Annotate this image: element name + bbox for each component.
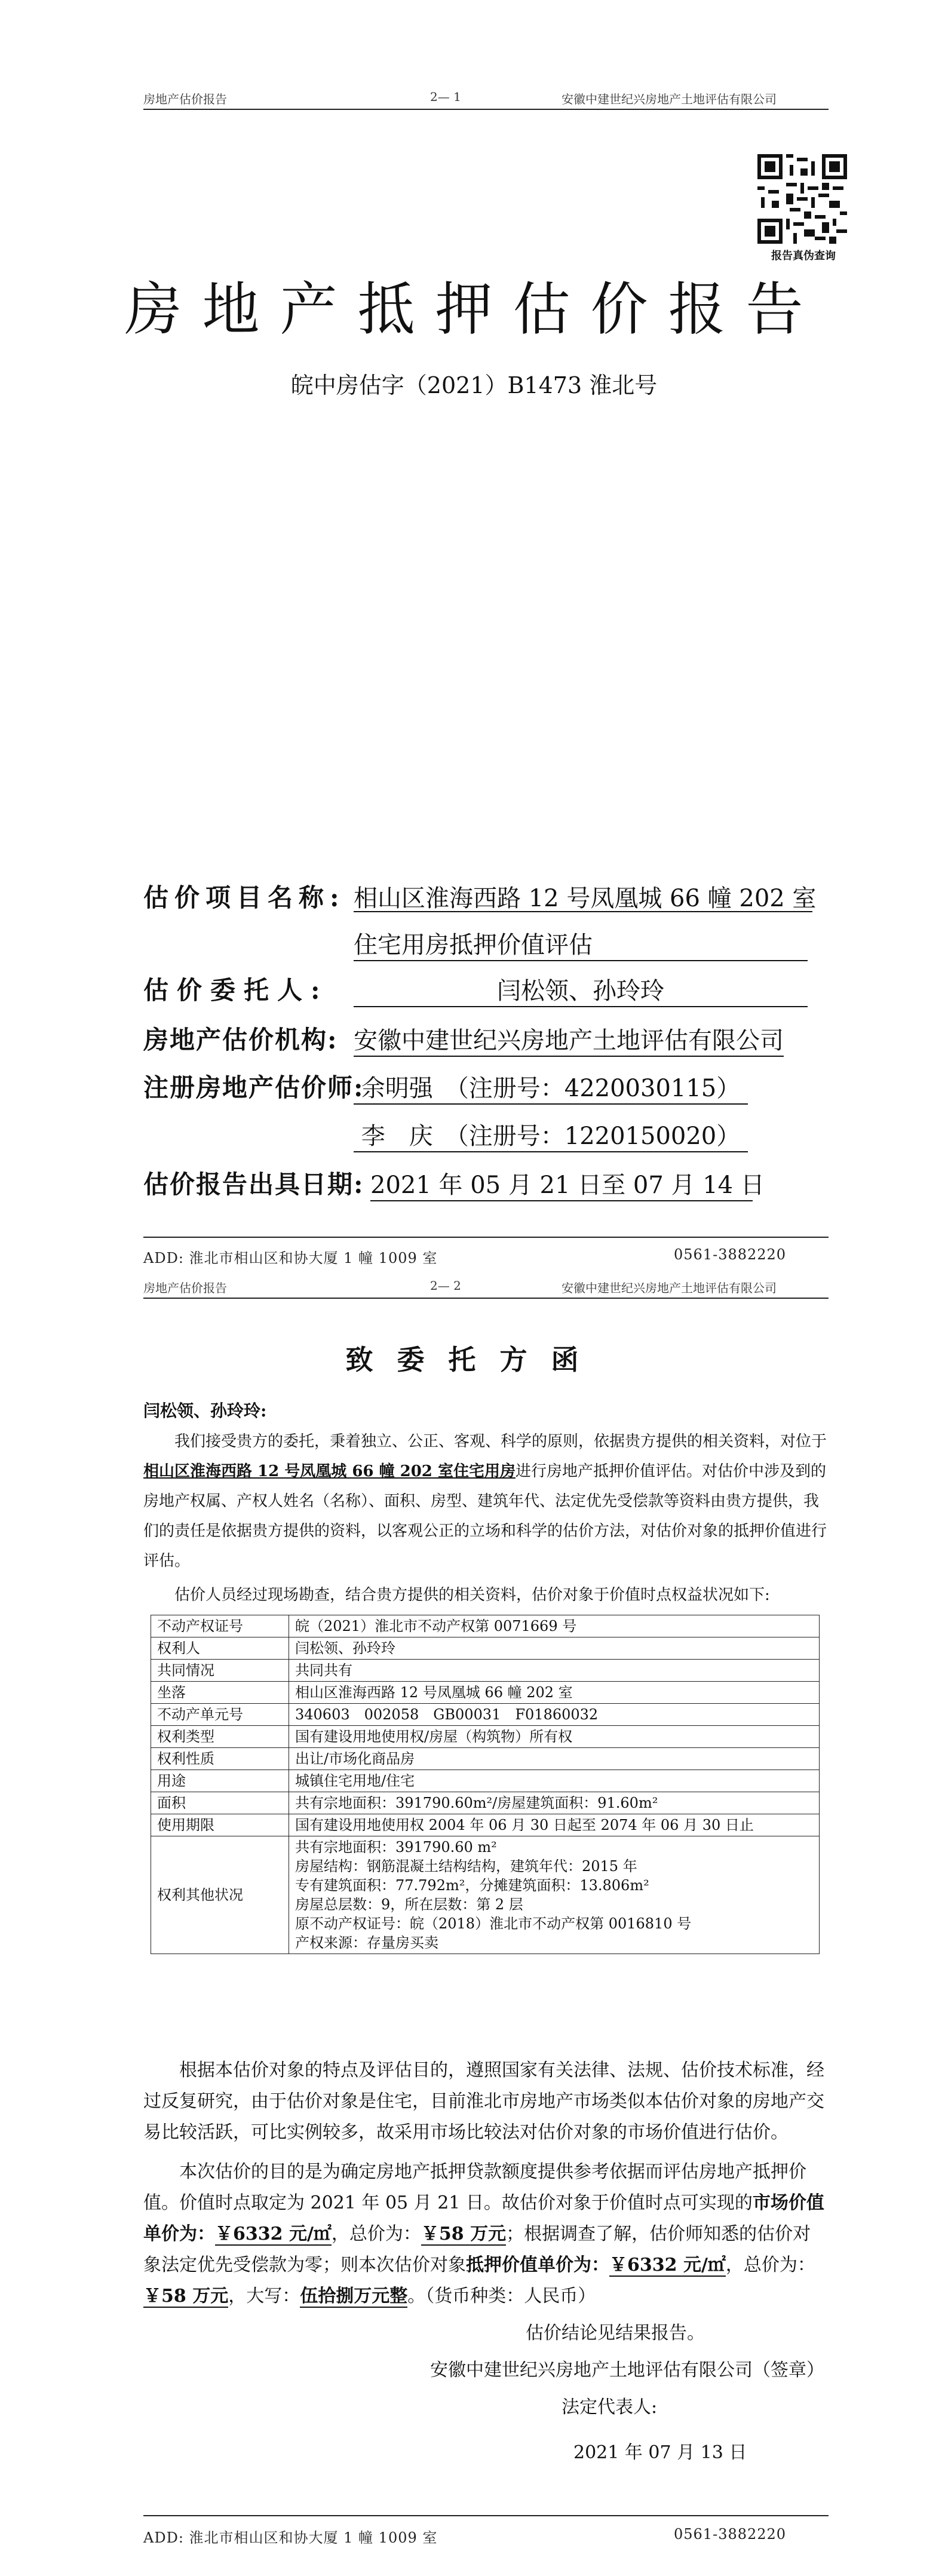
table-key: 共同情况 — [151, 1660, 289, 1682]
para4-mortgage-value: 抵押价值 — [466, 2255, 538, 2276]
table-key: 坐落 — [151, 1682, 289, 1704]
other-line: 房屋总层数：9，所在层数：第 2 层 — [295, 1896, 523, 1913]
para4-text: 本次估价的目的是为确定房地产抵押贷款额度提供参考依据而评估房地产抵押价值。价值时点取定为 2021 年 05 月 21 日。故估价对象于价值时点可实现的 — [143, 2161, 806, 2213]
para4-market-value: 市场价值 — [752, 2192, 824, 2213]
para4-unit-label: 单价为： — [143, 2224, 215, 2244]
report-number: 皖中房估字（2021）B1473 淮北号 — [290, 372, 658, 398]
paragraph-4 — [143, 2157, 829, 2312]
table-row — [151, 1704, 820, 1726]
table-row — [151, 1726, 820, 1748]
table-key: 权利性质 — [151, 1748, 289, 1770]
company-signature: 安徽中建世纪兴房地产土地评估有限公司（签章） — [430, 2360, 824, 2381]
para1-text-a: 我们接受贵方的委托，秉着独立、公正、客观、科学的原则，依据贵方提供的相关资料，对位于 — [174, 1433, 827, 1450]
para4-unit-label: 单价为： — [538, 2255, 609, 2276]
para4-text: ，大写： — [228, 2286, 300, 2307]
table-row — [151, 1770, 820, 1792]
table-key: 不动产单元号 — [151, 1704, 289, 1726]
para4-mortgage-total: ￥58 万元 — [143, 2286, 229, 2307]
table-key: 权利人 — [151, 1637, 289, 1660]
project-value-line1: 相山区淮海西路 12 号凤凰城 66 幢 202 室 — [354, 885, 817, 912]
page2-footer-rule — [143, 2515, 829, 2516]
table-key: 不动产权证号 — [151, 1615, 289, 1637]
appraiser-label: 注册房地产估价师: — [143, 1073, 364, 1102]
table-value: 共同共有 — [289, 1660, 820, 1682]
table-value: 出让/市场化商品房 — [289, 1748, 820, 1770]
agency-value: 安徽中建世纪兴房地产土地评估有限公司 — [354, 1022, 784, 1057]
other-line: 房屋结构：钢筋混凝土结构结构，建筑年代：2015 年 — [295, 1858, 637, 1875]
para1-text-c: 进行房地产抵押价值评估。对估价中涉及到的房地产权属、产权人姓名（名称）、面积、房型、建筑年代、法定优先受偿款等资料由贵方提供，我们的责任是依据贵方提供的资料，以客观公正的立场和科学的估价方法，对估价对象的抵押价值进行评估。 — [143, 1462, 827, 1570]
other-line: 原不动产权证号：皖（2018）淮北市不动产权第 0016810 号 — [295, 1915, 692, 1932]
letter-title: 致委托方函 — [345, 1344, 603, 1376]
appraiser-1: 余明强 （注册号：4220030115） — [354, 1069, 748, 1105]
table-key: 用途 — [151, 1770, 289, 1792]
project-underline-1 — [354, 911, 812, 912]
table-value: 相山区淮海西路 12 号凤凰城 66 幢 202 室 — [289, 1682, 820, 1704]
page1-footer-address: ADD: 淮北市相山区和协大厦 1 幢 1009 室 — [143, 1250, 438, 1266]
table-row — [151, 1682, 820, 1704]
table-value: 共有宗地面积：391790.60m²/房屋建筑面积：91.60m² — [289, 1792, 820, 1814]
header-rule — [143, 109, 829, 110]
page2-header-right: 安徽中建世纪兴房地产土地评估有限公司 — [562, 1281, 777, 1295]
paragraph-2: 估价人员经过现场勘查，结合贵方提供的相关资料，估价对象于价值时点权益状况如下: — [174, 1586, 770, 1604]
date-label: 估价报告出具日期: — [143, 1170, 364, 1199]
table-key: 使用期限 — [151, 1814, 289, 1836]
table-key: 权利类型 — [151, 1726, 289, 1748]
table-value: 国有建设用地使用权 2004 年 06 月 30 日起至 2074 年 06 月 30 日止 — [289, 1814, 820, 1836]
page2-footer-phone: 0561-3882220 — [674, 2526, 787, 2543]
para4-amount-in-words: 伍拾捌万元整 — [300, 2286, 408, 2307]
other-line: 产权来源：存量房买卖 — [295, 1934, 438, 1951]
page2-header-page: 2— 2 — [430, 1278, 461, 1293]
table-row — [151, 1660, 820, 1682]
table-row — [151, 1836, 820, 1954]
table-key: 权利其他状况 — [151, 1836, 289, 1954]
para4-text: 。（货币种类：人民币） — [407, 2286, 596, 2307]
client-value: 闫松领、孙玲玲 — [354, 972, 808, 1007]
page2-footer-address: ADD: 淮北市相山区和协大厦 1 幢 1009 室 — [143, 2529, 438, 2546]
table-value: 国有建设用地使用权/房屋（构筑物）所有权 — [289, 1726, 820, 1748]
project-label: 估价项目名称: — [143, 883, 345, 912]
page2-header-rule — [143, 1298, 829, 1299]
page1-header-left: 房地产估价报告 — [143, 92, 227, 106]
appraiser-2: 李 庆 （注册号：1220150020） — [354, 1117, 748, 1152]
project-value-line2: 住宅用房抵押价值评估 — [354, 926, 808, 961]
para4-text: ，总价为： — [725, 2255, 815, 2276]
table-value: 闫松领、孙玲玲 — [289, 1637, 820, 1660]
para4-mortgage-unit-price: ￥6332 元/㎡ — [609, 2255, 726, 2276]
legal-representative: 法定代表人: — [562, 2397, 658, 2418]
other-line: 专有建筑面积：77.792m²，分摊建筑面积：13.806m² — [295, 1877, 649, 1894]
client-label: 估价委托人: — [143, 976, 329, 1005]
para4-text: ，总价为： — [331, 2224, 421, 2244]
para4-text: ；根据调查了解，估价师知悉的估价对象法定优先受偿款为零；则本次估价对象 — [143, 2224, 811, 2276]
qr-code-icon — [757, 154, 847, 244]
agency-label: 房地产估价机构: — [143, 1025, 338, 1054]
rights-table — [151, 1615, 820, 1954]
table-row — [151, 1637, 820, 1660]
para4-market-total: ￥58 万元 — [421, 2224, 507, 2244]
report-title: 房地产抵押估价报告 — [124, 276, 824, 343]
table-value-other — [289, 1836, 820, 1954]
page2-header-left: 房地产估价报告 — [143, 1281, 227, 1295]
para4-market-unit-price: ￥6332 元/㎡ — [215, 2224, 332, 2244]
salutation: 闫松领、孙玲玲: — [143, 1401, 267, 1421]
table-value: 340603 002058 GB00031 F01860032 — [289, 1704, 820, 1726]
table-row — [151, 1748, 820, 1770]
closing-note: 估价结论见结果报告。 — [526, 2323, 705, 2344]
table-value: 城镇住宅用地/住宅 — [289, 1770, 820, 1792]
table-row — [151, 1792, 820, 1814]
para1-property: 相山区淮海西路 12 号凤凰城 66 幢 202 室住宅用房 — [143, 1462, 516, 1480]
page1-header-right: 安徽中建世纪兴房地产土地评估有限公司 — [562, 92, 777, 106]
table-key: 面积 — [151, 1792, 289, 1814]
qr-caption: 报告真伪查询 — [771, 250, 836, 262]
table-row — [151, 1814, 820, 1836]
paragraph-3: 根据本估价对象的特点及评估目的，遵照国家有关法律、法规、估价技术标准，经过反复研究，由于估价对象是住宅，目前淮北市房地产市场类似本估价对象的房地产交易比较活跃，可比实例较多，故采用市场比较法对估价对象的市场价值进行估价。 — [143, 2060, 824, 2143]
footer-rule — [143, 1237, 829, 1238]
page1-footer-phone: 0561-3882220 — [674, 1246, 787, 1263]
date-value: 2021 年 05 月 21 日至 07 月 14 日 — [370, 1166, 753, 1201]
table-value: 皖（2021）淮北市不动产权第 0071669 号 — [289, 1615, 820, 1637]
table-row — [151, 1615, 820, 1637]
paragraph-1 — [143, 1427, 829, 1576]
page1-header-page: 2— 1 — [430, 90, 461, 104]
other-line: 共有宗地面积：391790.60 m² — [295, 1839, 497, 1856]
signature-date: 2021 年 07 月 13 日 — [573, 2442, 747, 2463]
